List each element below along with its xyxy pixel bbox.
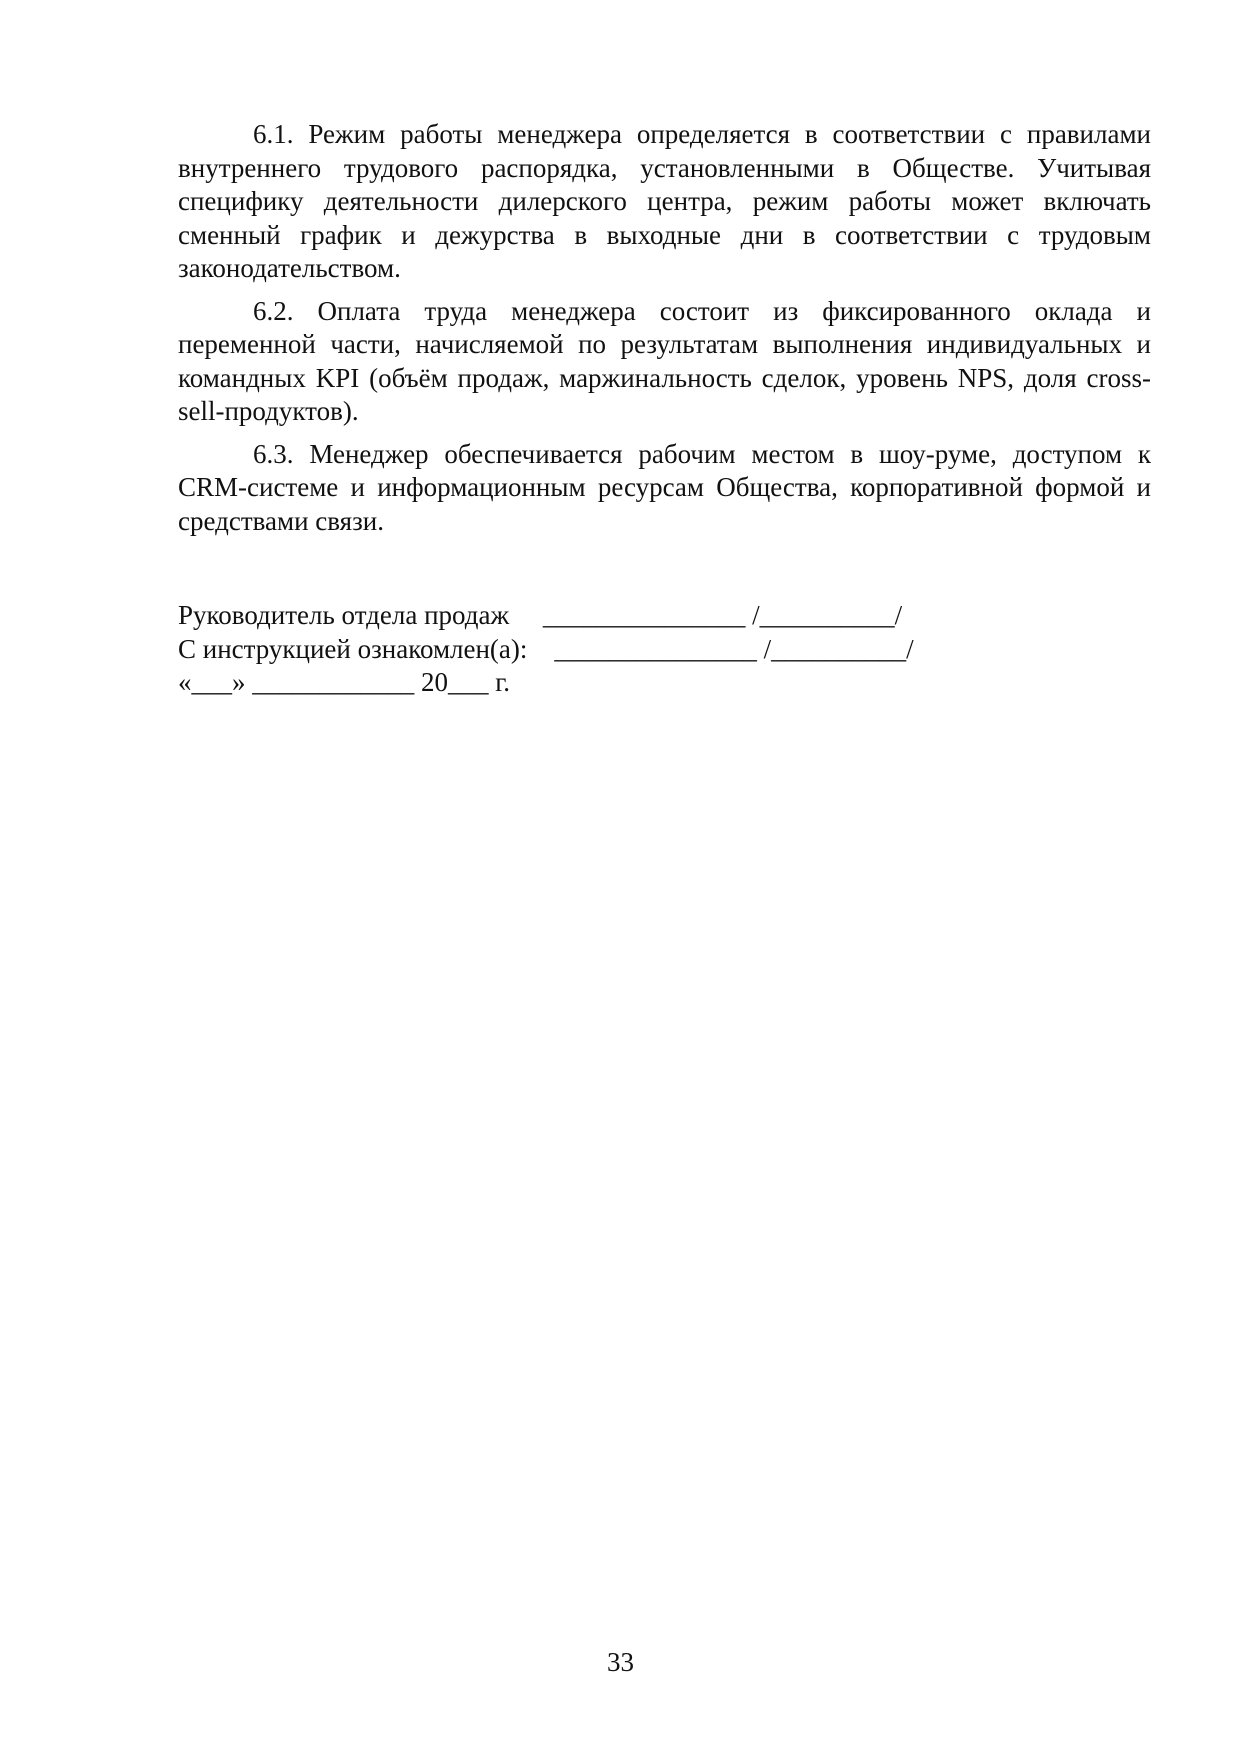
paragraph-6-2: 6.2. Оплата труда менеджера состоит из фиксированного оклада и переменной части, начисляемой по результатам выполнения индивидуальных и командных KPI (объём продаж, маржинальность сделок, уровень NPS, доля cross-sell-продуктов). xyxy=(178,295,1151,426)
paragraph-6-3: 6.3. Менеджер обеспечивается рабочим местом в шоу-руме, доступом к CRM-системе и информационным ресурсам Общества, корпоративной формой и средствами связи. xyxy=(178,438,1151,536)
date-line: «___» ____________ 20___ г. xyxy=(178,667,511,697)
paragraph-6-1: 6.1. Режим работы менеджера определяется в соответствии с правилами внутреннего трудового распорядка, установленными в Обществе. Учитывая специфику деятельности дилерского центра, режим работы может включать сменный график и дежурства в выходные дни в соответствии с трудовым законодательством. xyxy=(178,119,1151,283)
signature-block xyxy=(178,599,1151,700)
page-number: 33 xyxy=(607,1647,634,1677)
head-signature-line: Руководитель отдела продаж _______________ /__________/ xyxy=(178,600,903,630)
acknowledgement-signature-line: С инструкцией ознакомлен(а): _______________ /__________/ xyxy=(178,633,914,664)
document-body xyxy=(178,118,1151,700)
